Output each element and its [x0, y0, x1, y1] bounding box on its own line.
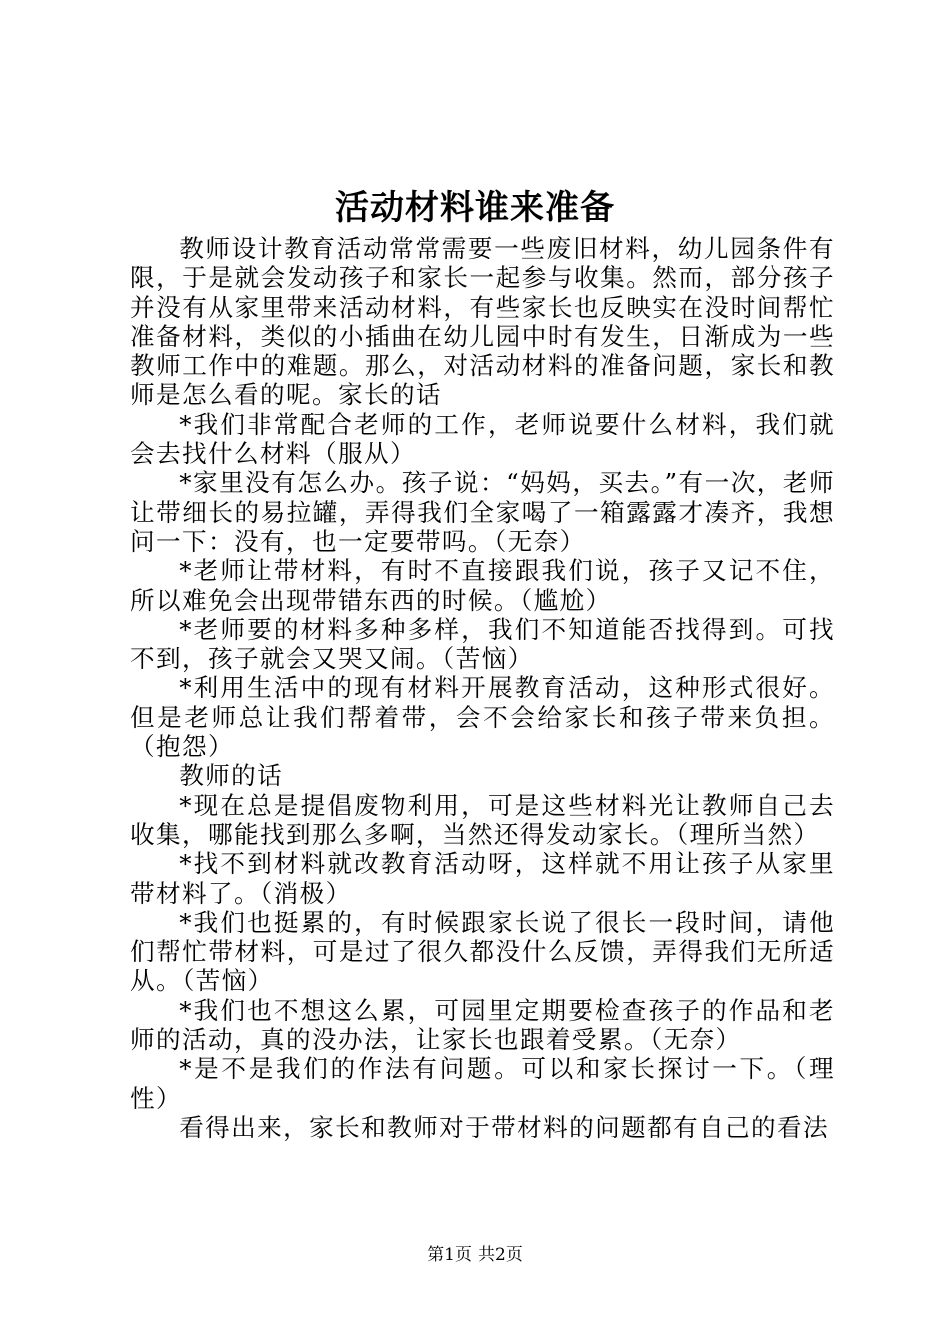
conclusion-paragraph: 看得出来，家长和教师对于带材料的问题都有自己的看法: [179, 1112, 830, 1142]
page-footer: [0, 1244, 950, 1266]
parent-comment: *我们非常配合老师的工作，老师说要什么材料，我们就会去找什么材料（服从）: [130, 409, 835, 469]
teacher-comment: *找不到材料就改教育活动呀，这样就不用让孩子从家里带材料了。（消极）: [130, 849, 835, 908]
teacher-comment: *我们也不想这么累，可园里定期要检查孩子的作品和老师的活动，真的没办法，让家长也跟着受累。（无奈）: [130, 995, 835, 1055]
teacher-comment: *现在总是提倡废物利用，可是这些材料光让教师自己去收集，哪能找到那么多啊，当然还得发动家长。（理所当然）: [130, 790, 835, 849]
parent-comment: *老师要的材料多种多样，我们不知道能否找得到。可找不到，孩子就会又哭又闹。（苦恼）: [130, 614, 835, 674]
section-heading-teachers: 教师的话: [179, 761, 284, 791]
teacher-comment: *我们也挺累的，有时候跟家长说了很长一段时间，请他们帮忙带材料，可是过了很久都没什么反馈，弄得我们无所适从。（苦恼）: [130, 907, 835, 996]
teacher-comment: *是不是我们的作法有问题。可以和家长探讨一下。（理性）: [130, 1054, 835, 1113]
parent-comment: *利用生活中的现有材料开展教育活动，这种形式很好。但是老师总让我们帮着带，会不会给家长和孩子带来负担。（抱怨）: [130, 673, 835, 762]
parent-comment: *家里没有怎么办。孩子说：“妈妈，买去。”有一次，老师让带细长的易拉罐，弄得我们全家喝了一箱露露才凑齐，我想问一下：没有，也一定要带吗。（无奈）: [130, 468, 835, 556]
page-title: 活动材料谁来准备: [335, 188, 615, 228]
page-total: 共2页: [478, 1245, 523, 1265]
document-body: [130, 234, 835, 1142]
parent-comment: *老师让带材料，有时不直接跟我们说，孩子又记不住，所以难免会出现带错东西的时候。（尴尬）: [130, 556, 835, 615]
page-number: 第1页: [427, 1245, 472, 1265]
intro-paragraph: 教师设计教育活动常常需要一些废旧材料，幼儿园条件有限，于是就会发动孩子和家长一起参与收集。然而，部分孩子并没有从家里带来活动材料，有些家长也反映实在没时间帮忙准备材料，类似的小插曲在幼儿园中时有发生，日渐成为一些教师工作中的难题。那么，对活动材料的准备问题，家长和教师是怎么看的呢。家长的话: [130, 234, 835, 410]
